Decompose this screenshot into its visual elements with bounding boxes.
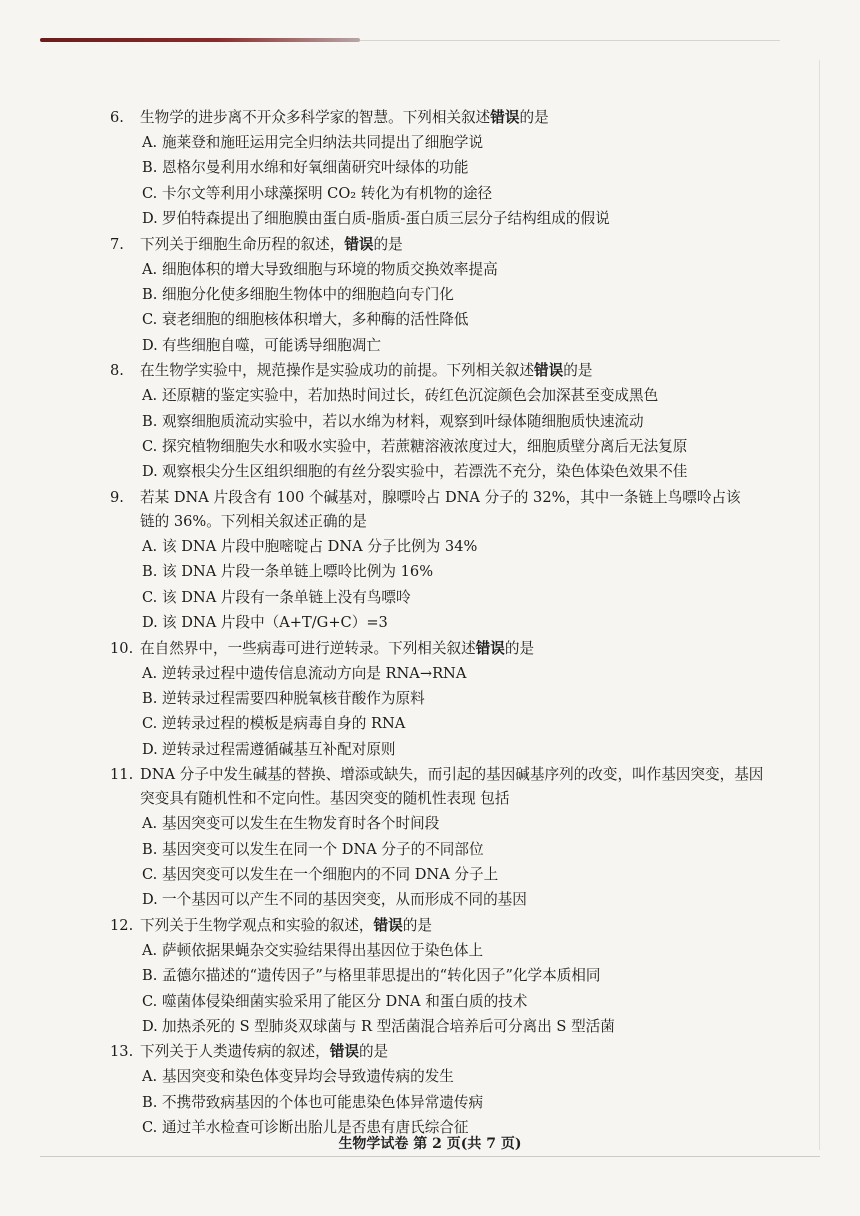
option-text: 不携带致病基因的个体也可能患染色体异常遗传病 — [162, 1093, 484, 1111]
option-text: 该 DNA 片段一条单链上嘌呤比例为 16% — [162, 563, 434, 581]
question-number: 7. — [110, 235, 124, 253]
option-text: 逆转录过程的模板是病毒自身的 RNA — [162, 715, 406, 733]
option-letter: C. — [142, 992, 158, 1010]
option-letter: C. — [142, 438, 158, 456]
option-letter: A. — [142, 387, 158, 405]
stem-end: 的是 — [519, 109, 549, 126]
option-text: 细胞分化使多细胞生物体中的细胞趋向专门化 — [162, 286, 454, 304]
option-text: 通过羊水检查可诊断出胎儿是否患有唐氏综合征 — [162, 1119, 469, 1137]
option-a — [110, 938, 750, 963]
option-text: 萨顿依据果蝇杂交实验结果得出基因位于染色体上 — [162, 941, 484, 959]
question-stem — [110, 359, 750, 383]
option-letter: C. — [142, 1119, 158, 1137]
question-stem — [110, 106, 750, 130]
option-d — [110, 610, 750, 635]
question-number: 13. — [110, 1043, 134, 1061]
option-c — [110, 711, 750, 736]
option-letter: C. — [142, 588, 158, 606]
stem-keyword: 错误 — [534, 362, 564, 380]
question-11 — [110, 763, 764, 913]
option-d — [110, 333, 750, 358]
question-stem — [110, 914, 750, 938]
option-b — [110, 1090, 750, 1115]
stem-keyword: 错误 — [344, 235, 374, 253]
stem-end: 的是 — [402, 916, 432, 934]
option-a — [110, 661, 750, 686]
stem-end: 的是 — [373, 235, 403, 253]
question-number: 9. — [110, 488, 124, 506]
question-stem — [110, 637, 750, 661]
option-c — [110, 989, 750, 1014]
stem-text: 下列关于细胞生命历程的叙述， — [140, 235, 345, 253]
option-text: 逆转录过程需遵循碱基互补配对原则 — [162, 740, 396, 758]
question-list — [110, 106, 764, 1141]
option-a — [110, 257, 750, 282]
option-b — [110, 409, 750, 434]
stem-text: 生物学的进步离不开众多科学家的智慧。下列相关叙述 — [140, 109, 491, 126]
option-b — [110, 559, 750, 584]
option-text: 基因突变可以发生在一个细胞内的不同 DNA 分子上 — [162, 865, 499, 883]
header-rule — [40, 38, 360, 42]
option-letter: D. — [142, 1017, 158, 1035]
question-7 — [110, 233, 750, 359]
option-letter: D. — [142, 336, 158, 354]
option-c — [110, 862, 750, 887]
option-text: 加热杀死的 S 型肺炎双球菌与 R 型活菌混合培养后可分离出 S 型活菌 — [162, 1017, 615, 1035]
option-b — [110, 837, 750, 862]
stem-end: 的是 — [563, 362, 593, 380]
question-number: 8. — [110, 362, 124, 380]
stem-end: 的是 — [358, 1043, 389, 1061]
stem-keyword: 错误 — [329, 1043, 359, 1061]
option-text: 观察细胞质流动实验中，若以水绵为材料，观察到叶绿体随细胞质快速流动 — [162, 412, 644, 430]
option-text: 逆转录过程需要四种脱氧核苷酸作为原料 — [162, 689, 425, 707]
stem-end: 的是 — [504, 639, 535, 657]
option-text: 基因突变可以发生在生物发育时各个时间段 — [162, 815, 440, 833]
option-text: 该 DNA 片段有一条单链上没有鸟嘌呤 — [162, 588, 411, 606]
stem-text: 下列关于生物学观点和实验的叙述， — [140, 916, 374, 934]
option-d — [110, 459, 750, 484]
question-stem — [110, 233, 750, 257]
option-d — [110, 206, 750, 231]
option-text: 恩格尔曼利用水绵和好氧细菌研究叶绿体的功能 — [162, 159, 469, 177]
option-letter: A. — [142, 664, 158, 682]
option-text: 罗伯特森提出了细胞膜由蛋白质-脂质-蛋白质三层分子结构组成的假说 — [162, 210, 610, 228]
option-letter: A. — [142, 537, 158, 555]
question-number: 10. — [110, 639, 134, 657]
option-letter: C. — [142, 865, 158, 883]
stem-text: 在自然界中，一些病毒可进行逆转录。下列相关叙述 — [140, 639, 476, 657]
option-letter: B. — [142, 967, 158, 985]
header-rule-faint — [360, 40, 780, 41]
option-letter: B. — [142, 286, 158, 304]
option-a — [110, 383, 750, 408]
question-stem — [110, 1040, 750, 1064]
question-number: 11. — [110, 766, 134, 784]
question-stem — [110, 486, 750, 534]
option-text: 衰老细胞的细胞核体积增大，多种酶的活性降低 — [162, 311, 469, 329]
option-b — [110, 155, 750, 180]
question-10 — [110, 637, 750, 763]
option-c — [110, 181, 750, 206]
page-edge — [819, 60, 820, 1150]
option-text: 卡尔文等利用小球藻探明 CO₂ 转化为有机物的途径 — [162, 184, 493, 202]
option-letter: B. — [142, 159, 158, 177]
stem-keyword: 错误 — [475, 639, 505, 657]
option-letter: C. — [142, 184, 158, 202]
stem-text: 下列关于人类遗传病的叙述， — [140, 1043, 330, 1061]
option-text: 噬菌体侵染细菌实验采用了能区分 DNA 和蛋白质的技术 — [162, 992, 528, 1010]
option-letter: D. — [142, 210, 158, 228]
question-8 — [110, 359, 750, 485]
option-b — [110, 686, 750, 711]
question-12 — [110, 914, 750, 1040]
option-letter: A. — [142, 1068, 158, 1086]
option-text: 探究植物细胞失水和吸水实验中，若蔗糖溶液浓度过大，细胞质壁分离后无法复原 — [162, 438, 688, 456]
option-text: 逆转录过程中遗传信息流动方向是 RNA→RNA — [162, 664, 467, 682]
option-d — [110, 887, 750, 912]
option-a — [110, 811, 750, 836]
option-text: 一个基因可以产生不同的基因突变，从而形成不同的基因 — [162, 891, 527, 909]
option-text: 细胞体积的增大导致细胞与环境的物质交换效率提高 — [162, 260, 498, 278]
stem-keyword: 错误 — [490, 109, 520, 126]
option-text: 孟德尔描述的“遗传因子”与格里菲思提出的“转化因子”化学本质相同 — [162, 967, 601, 985]
option-letter: D. — [142, 614, 158, 632]
option-letter: B. — [142, 563, 158, 581]
option-letter: B. — [142, 412, 158, 430]
option-text: 施莱登和施旺运用完全归纳法共同提出了细胞学说 — [162, 134, 484, 151]
stem-text: 在生物学实验中，规范操作是实验成功的前提。下列相关叙述 — [140, 362, 535, 380]
option-letter: D. — [142, 891, 158, 909]
option-c — [110, 307, 750, 332]
option-text: 观察根尖分生区组织细胞的有丝分裂实验中，若漂洗不充分，染色体染色效果不佳 — [162, 463, 688, 481]
option-text: 该 DNA 片段中胞嘧啶占 DNA 分子比例为 34% — [162, 537, 478, 555]
option-letter: B. — [142, 689, 158, 707]
option-letter: A. — [142, 815, 158, 833]
option-d — [110, 737, 750, 762]
option-text: 还原糖的鉴定实验中，若加热时间过长，砖红色沉淀颜色会加深甚至变成黑色 — [162, 387, 659, 405]
question-13 — [110, 1040, 750, 1140]
option-b — [110, 282, 750, 307]
question-9 — [110, 486, 750, 636]
option-letter: C. — [142, 311, 158, 329]
option-c — [110, 585, 750, 610]
question-6 — [110, 106, 750, 232]
question-number: 6. — [110, 109, 124, 126]
option-d — [110, 1014, 750, 1039]
page-footer: 生物学试卷 第 2 页(共 7 页) — [338, 1136, 522, 1152]
option-a — [110, 534, 750, 559]
option-text: 该 DNA 片段中（A+T/G+C）=3 — [162, 614, 388, 632]
option-letter: C. — [142, 715, 158, 733]
footer-rule — [40, 1156, 820, 1157]
stem-keyword: 错误 — [373, 916, 403, 934]
option-b — [110, 963, 750, 988]
option-a — [110, 130, 750, 155]
question-stem — [110, 763, 765, 811]
option-letter: B. — [142, 840, 158, 858]
option-a — [110, 1064, 750, 1089]
question-number: 12. — [110, 916, 134, 934]
option-c — [110, 434, 750, 459]
option-letter: A. — [142, 941, 158, 959]
option-letter: D. — [142, 740, 158, 758]
option-letter: A. — [142, 260, 158, 278]
option-text: 基因突变和染色体变异均会导致遗传病的发生 — [162, 1068, 454, 1086]
stem-text: DNA 分子中发生碱基的替换、增添或缺失，而引起的基因碱基序列的改变，叫作基因突变，基因突变具有随机性和不定向性。基因突变的随机性表现 包括 — [140, 766, 764, 808]
stem-text: 若某 DNA 片段含有 100 个碱基对，腺嘌呤占 DNA 分子的 32%，其中一条链上鸟嘌呤占该链的 36%。下列相关叙述正确的是 — [140, 488, 741, 530]
option-letter: A. — [142, 134, 158, 151]
option-letter: B. — [142, 1093, 158, 1111]
option-text: 基因突变可以发生在同一个 DNA 分子的不同部位 — [162, 840, 484, 858]
option-letter: D. — [142, 463, 158, 481]
option-text: 有些细胞自噬，可能诱导细胞凋亡 — [162, 336, 381, 354]
